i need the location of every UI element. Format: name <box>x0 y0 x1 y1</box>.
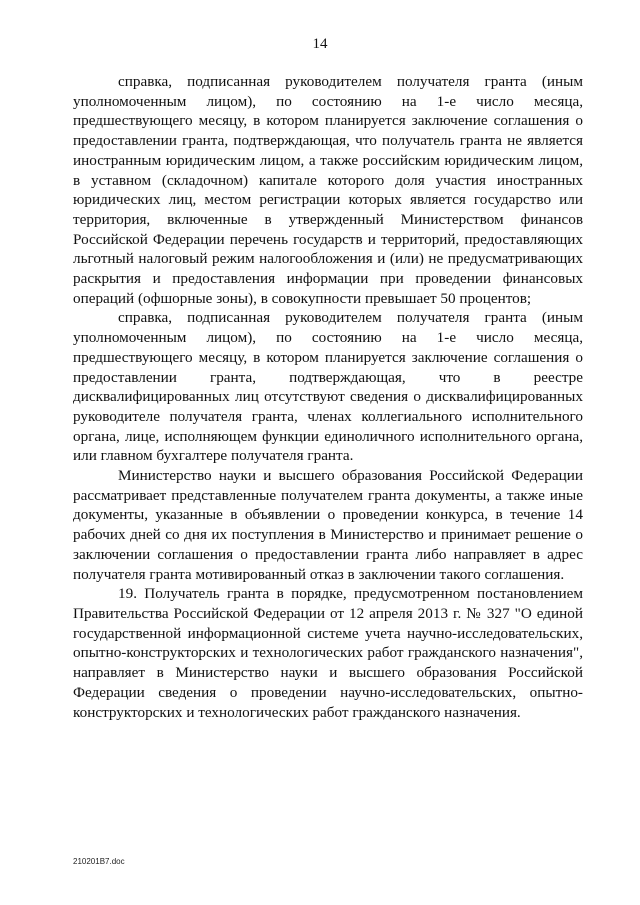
paragraph-certificate-foreign-participation: справка, подписанная руководителем получателя гранта (иным уполномоченным лицом), по состоянию на 1-е число месяца, предшествующего месяцу, в котором планируется заключение соглашения о предоставлении гранта, подтверждающая, что получатель гранта не является иностранным юридическим лицом, а также российским юридическим лицом, в уставном (складочном) капитале которого доля участия иностранных юридических лиц, местом регистрации которых является государство или территория, включенные в утвержденный Министерством финансов Российской Федерации перечень государств и территорий, предоставляющих льготный налоговый режим налогообложения и (или) не предусматривающих раскрытия и предоставления информации при проведении финансовых операций (офшорные зоны), в совокупности превышает 50 процентов; <box>73 73 583 307</box>
paragraph-ministry-review: Министерство науки и высшего образования Российской Федерации рассматривает представленные получателем гранта документы, а также иные документы, указанные в объявлении о проведении конкурса, в течение 14 рабочих дней со дня их поступления в Министерство и принимает решение о заключении соглашения о предоставлении гранта либо направляет в адрес получателя гранта мотивированный отказ в заключении такого соглашения. <box>73 467 583 583</box>
page-number: 14 <box>312 36 328 52</box>
paragraph-item-19: 19. Получатель гранта в порядке, предусмотренном постановлением Правительства Российской Федерации от 12 апреля 2013 г. № 327 "О единой государственной информационной системе учета научно-исследовательских, опытно-конструкторских и технологических работ гражданского назначения", направляет в Министерство науки и высшего образования Российской Федерации сведения о проведении научно-исследовательских, опытно-конструкторских и технологических работ гражданского назначения. <box>73 585 583 721</box>
footer-filename: 210201В7.doc <box>73 857 125 866</box>
paragraph-certificate-disqualified-persons: справка, подписанная руководителем получателя гранта (иным уполномоченным лицом), по состоянию на 1-е число месяца, предшествующего месяцу, в котором планируется заключение соглашения о предоставлении гранта, подтверждающая, что в реестре дисквалифицированных лиц отсутствуют сведения о дисквалифицированных руководителе получателя гранта, членах коллегиального исполнительного органа, лице, исполняющем функции единоличного исполнительного органа, или главном бухгалтере получателя гранта. <box>73 309 583 465</box>
document-body <box>73 72 583 722</box>
